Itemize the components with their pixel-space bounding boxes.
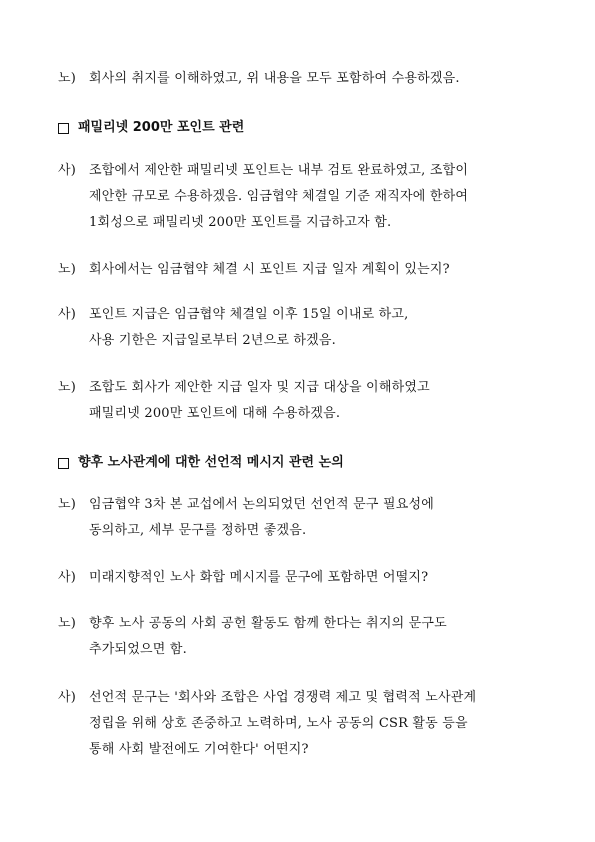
statement-text: 향후 노사 공동의 사회 공헌 활동도 함께 한다는 취지의 문구도 (89, 616, 447, 631)
speaker-label: 사) (58, 307, 77, 322)
statement-text: 미래지향적인 노사 화합 메시지를 문구에 포함하면 어떨지? (89, 570, 429, 585)
statement-line: 추가되었으면 함. (89, 642, 187, 657)
section-heading (58, 453, 344, 473)
statement-line (58, 492, 548, 518)
statement-block (58, 66, 548, 92)
statement-block (58, 375, 548, 427)
speaker-label: 노) (58, 380, 77, 395)
statement-line (58, 257, 548, 283)
statement-block (58, 158, 548, 236)
statement-line: 패밀리넷 200만 포인트에 대해 수용하겠음. (89, 406, 341, 421)
statement-text: 회사의 취지를 이해하였고, 위 내용을 모두 포함하여 수용하겠음. (89, 71, 460, 86)
statement-line: 사용 기한은 지급일로부터 2년으로 하겠음. (89, 333, 337, 348)
statement-text: 회사에서는 임금협약 체결 시 포인트 지급 일자 계획이 있는지? (89, 262, 450, 277)
statement-text: 포인트 지급은 임금협약 체결일 이후 15일 이내로 하고, (89, 307, 409, 322)
speaker-label: 사) (58, 163, 77, 178)
speaker-label: 사) (58, 570, 77, 585)
statement-line: 1회성으로 패밀리넷 200만 포인트를 지급하고자 함. (89, 215, 392, 230)
checkbox-square-icon (58, 458, 69, 469)
statement-line (58, 565, 548, 591)
statement-block (58, 492, 548, 544)
statement-text: 조합에서 제안한 패밀리넷 포인트는 내부 검토 완료하였고, 조합이 (89, 163, 469, 178)
statement-line (58, 685, 548, 711)
section-heading-text: 패밀리넷 200만 포인트 관련 (78, 120, 245, 135)
statement-block (58, 565, 548, 591)
statement-line (58, 302, 548, 328)
speaker-label: 노) (58, 497, 77, 512)
statement-line: 정립을 위해 상호 존중하고 노력하며, 노사 공동의 CSR 활동 등을 (89, 716, 468, 731)
statement-line (58, 611, 548, 637)
statement-line (58, 375, 548, 401)
statement-block (58, 685, 548, 763)
statement-text: 선언적 문구는 '회사와 조합은 사업 경쟁력 제고 및 협력적 노사관계 (89, 690, 477, 705)
statement-block (58, 257, 548, 283)
statement-line (58, 158, 548, 184)
statement-text: 조합도 회사가 제안한 지급 일자 및 지급 대상을 이해하였고 (89, 380, 430, 395)
speaker-label: 노) (58, 262, 77, 277)
statement-block (58, 302, 548, 354)
speaker-label: 노) (58, 616, 77, 631)
speaker-label: 사) (58, 690, 77, 705)
statement-text: 임금협약 3차 본 교섭에서 논의되었던 선언적 문구 필요성에 (89, 497, 434, 512)
speaker-label: 노) (58, 71, 77, 86)
statement-line: 통해 사회 발전에도 기여한다' 어떤지? (89, 742, 309, 757)
statement-block (58, 611, 548, 663)
section-heading (58, 118, 244, 138)
statement-line (58, 66, 548, 92)
checkbox-square-icon (58, 123, 69, 134)
statement-line: 제안한 규모로 수용하겠음. 임금협약 체결일 기준 재직자에 한하여 (89, 189, 469, 204)
statement-line: 동의하고, 세부 문구를 정하면 좋겠음. (89, 523, 307, 538)
section-heading-text: 향후 노사관계에 대한 선언적 메시지 관련 논의 (78, 455, 344, 470)
